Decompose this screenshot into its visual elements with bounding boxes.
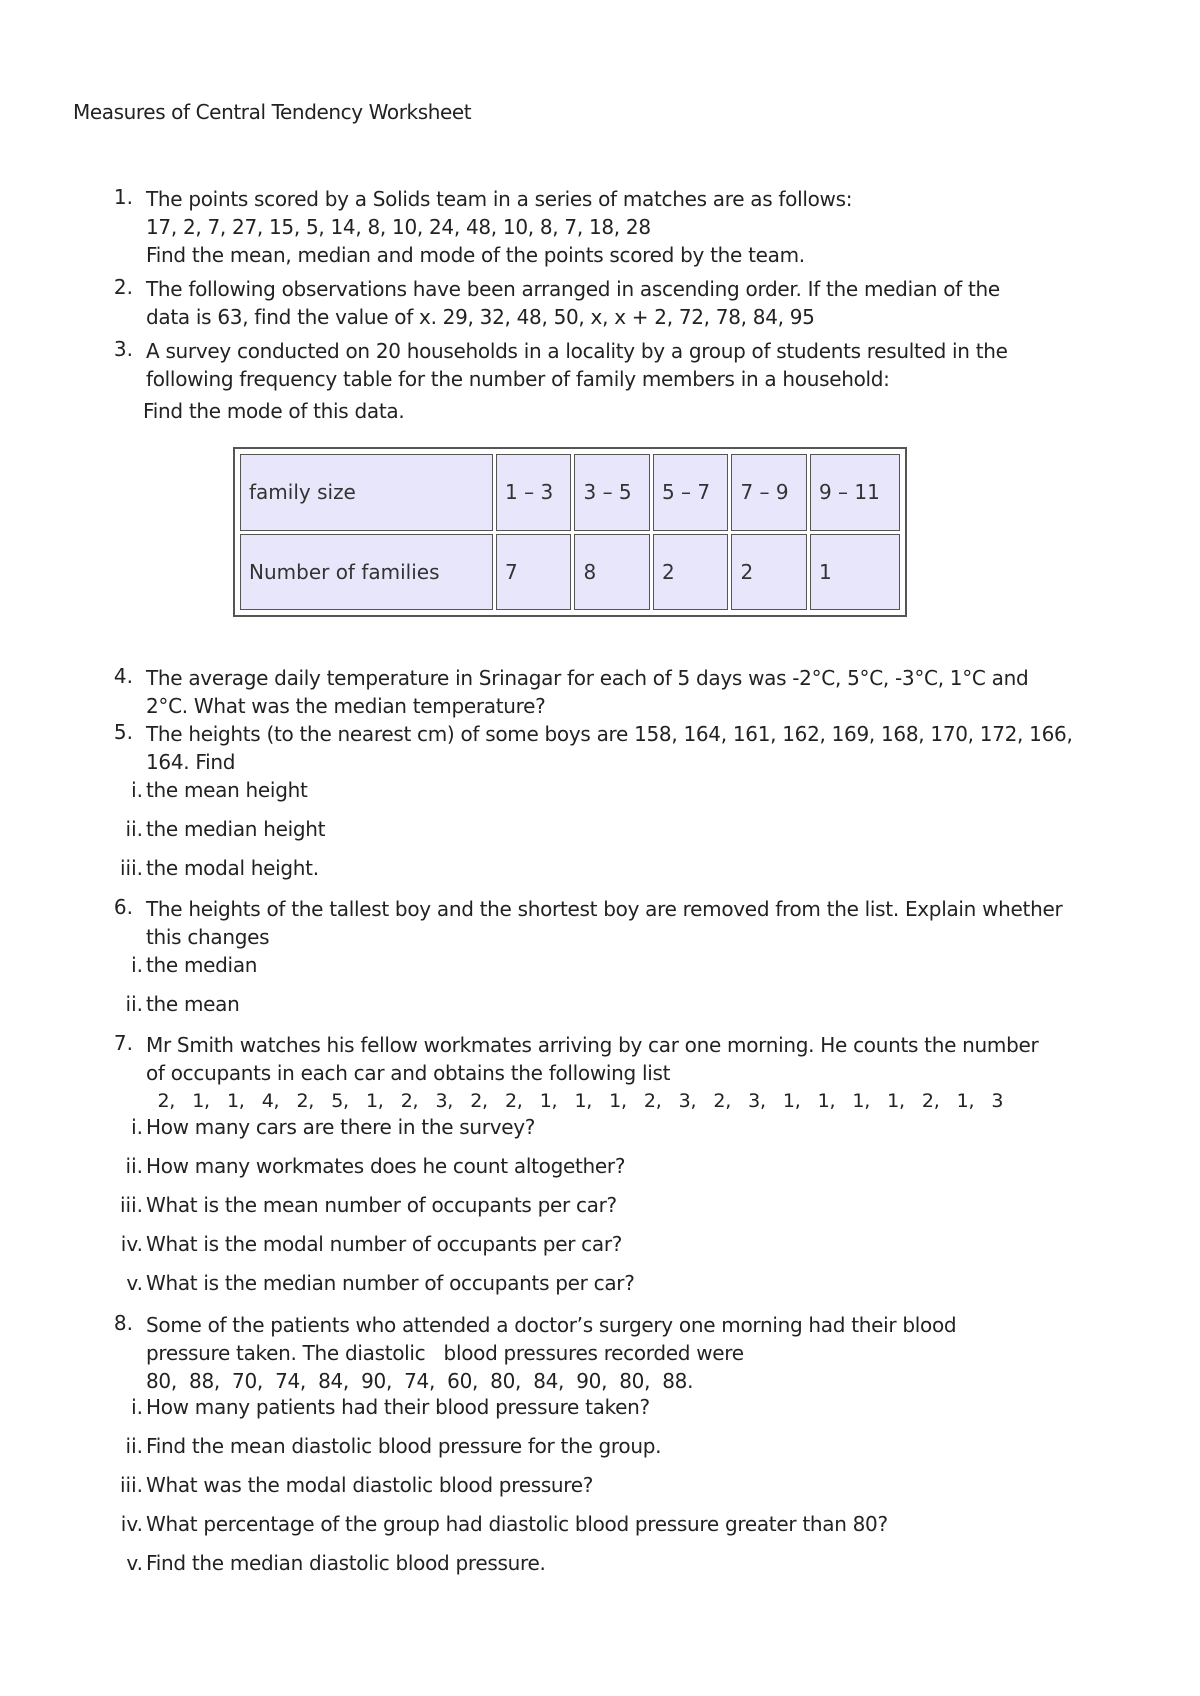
table-cell: 9 – 11 — [810, 454, 900, 531]
question-text-line: The heights (to the nearest cm) of some boys are 158, 164, 161, 162, 169, 168, 170, 172, 166, — [146, 722, 1073, 746]
question-text-line: pressure taken. The diastolic blood pressures recorded were — [146, 1341, 744, 1365]
question-number: 3. — [113, 337, 133, 361]
table-cell: 1 – 3 — [496, 454, 571, 531]
blood-pressure-list: 80, 88, 70, 74, 84, 90, 74, 60, 80, 84, 90, 80, 88. — [146, 1369, 694, 1393]
table-header-cell: Number of families — [240, 534, 493, 611]
question-text-line: 164. Find — [146, 750, 236, 774]
question-text-line: of occupants in each car and obtains the following list — [146, 1061, 671, 1085]
question-text-line: Some of the patients who attended a doctor’s surgery one morning had their blood — [146, 1313, 957, 1337]
sub-question-text: What is the modal number of occupants per car? — [146, 1232, 623, 1256]
table-cell: 1 — [810, 534, 900, 611]
sub-question-text: Find the mean diastolic blood pressure for the group. — [146, 1434, 662, 1458]
sub-question-text: How many cars are there in the survey? — [146, 1115, 536, 1139]
question-text-line: 2°C. What was the median temperature? — [146, 694, 546, 718]
sub-question-text: the mean — [146, 992, 240, 1016]
sub-question-number: iii. — [119, 856, 143, 880]
question-text-line: A survey conducted on 20 households in a locality by a group of students resulted in the — [146, 339, 1008, 363]
sub-question-text: What is the median number of occupants per car? — [146, 1271, 635, 1295]
sub-question-number: ii. — [125, 1434, 143, 1458]
sub-question-number: iv. — [120, 1232, 143, 1256]
sub-question-number: iii. — [119, 1473, 143, 1497]
sub-question-text: the mean height — [146, 778, 308, 802]
question-number: 7. — [113, 1031, 133, 1055]
question-number: 8. — [113, 1311, 133, 1335]
sub-question-text: How many patients had their blood pressure taken? — [146, 1395, 650, 1419]
sub-question-number: ii. — [125, 817, 143, 841]
question-text-line: Find the mode of this data. — [143, 399, 405, 423]
sub-question-text: What was the modal diastolic blood pressure? — [146, 1473, 594, 1497]
question-number: 4. — [113, 664, 133, 688]
question-text-line: The heights of the tallest boy and the shortest boy are removed from the list. Explain whether — [146, 897, 1063, 921]
sub-question-text: the modal height. — [146, 856, 319, 880]
sub-question-text: the median — [146, 953, 258, 977]
question-number: 5. — [113, 720, 133, 744]
sub-question-number: ii. — [125, 992, 143, 1016]
page-title: Measures of Central Tendency Worksheet — [73, 100, 472, 124]
question-text-line: data is 63, find the value of x. 29, 32, 48, 50, x, x + 2, 72, 78, 84, 95 — [146, 305, 815, 329]
table-header-cell: family size — [240, 454, 493, 531]
sub-question-number: i. — [131, 953, 143, 977]
sub-question-number: v. — [126, 1271, 143, 1295]
table-cell: 7 — [496, 534, 571, 611]
frequency-table — [233, 447, 907, 617]
sub-question-number: i. — [131, 778, 143, 802]
question-number: 2. — [113, 275, 133, 299]
sub-question-text: What is the mean number of occupants per car? — [146, 1193, 617, 1217]
question-text-line: Find the mean, median and mode of the points scored by the team. — [146, 243, 805, 267]
sub-question-number: ii. — [125, 1154, 143, 1178]
question-number: 1. — [113, 185, 133, 209]
sub-question-number: iv. — [120, 1512, 143, 1536]
sub-question-text: the median height — [146, 817, 326, 841]
question-text-line: following frequency table for the number of family members in a household: — [146, 367, 890, 391]
question-text-line: 17, 2, 7, 27, 15, 5, 14, 8, 10, 24, 48, 10, 8, 7, 18, 28 — [146, 215, 651, 239]
table-cell: 3 – 5 — [574, 454, 649, 531]
table-row — [240, 454, 900, 531]
sub-question-text: How many workmates does he count altogether? — [146, 1154, 626, 1178]
sub-question-number: i. — [131, 1395, 143, 1419]
table-cell: 2 — [731, 534, 806, 611]
sub-question-number: iii. — [119, 1193, 143, 1217]
sub-question-text: Find the median diastolic blood pressure. — [146, 1551, 546, 1575]
table-cell: 7 – 9 — [731, 454, 806, 531]
occupants-list: 2, 1, 1, 4, 2, 5, 1, 2, 3, 2, 2, 1, 1, 1, 2, 3, 2, 3, 1, 1, 1, 1, 2, 1, 3 — [146, 1090, 1004, 1112]
question-number: 6. — [113, 895, 133, 919]
sub-question-number: i. — [131, 1115, 143, 1139]
table-cell: 2 — [653, 534, 728, 611]
question-text-line: Mr Smith watches his fellow workmates arriving by car one morning. He counts the number — [146, 1033, 1039, 1057]
question-text-line: The average daily temperature in Srinagar for each of 5 days was -2°C, 5°C, -3°C, 1°C and — [146, 666, 1029, 690]
question-text-line: The following observations have been arranged in ascending order. If the median of the — [146, 277, 1000, 301]
table-cell: 8 — [574, 534, 649, 611]
question-text-line: The points scored by a Solids team in a series of matches are as follows: — [146, 187, 853, 211]
sub-question-text: What percentage of the group had diastolic blood pressure greater than 80? — [146, 1512, 888, 1536]
sub-question-number: v. — [126, 1551, 143, 1575]
table-cell: 5 – 7 — [653, 454, 728, 531]
table-row — [240, 534, 900, 611]
question-text-line: this changes — [146, 925, 270, 949]
